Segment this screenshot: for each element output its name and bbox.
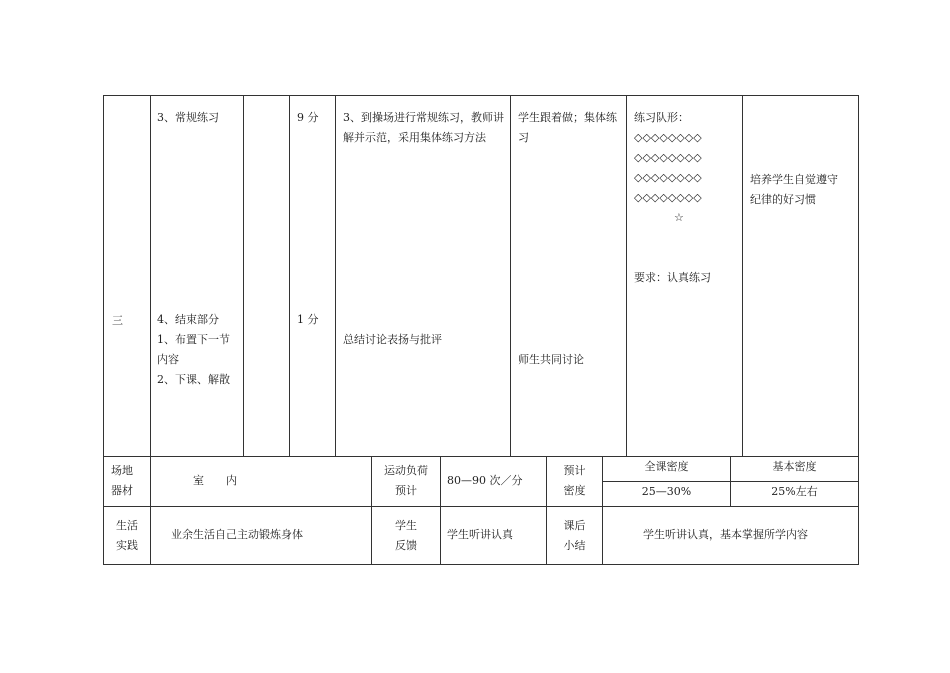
goal-a: 培养学生自觉遵守: [750, 173, 838, 186]
venue-label-b: 器材: [111, 484, 133, 497]
cell-content: [150, 95, 244, 457]
feedback-label-a: 学生: [395, 519, 417, 532]
life-value: 业余生活自己主动锻炼身体: [171, 528, 303, 541]
formation-row-2: ◇◇◇◇◇◇◇◇: [634, 151, 702, 164]
cell-summary-label: [546, 506, 603, 565]
cell-density-label: [546, 456, 603, 507]
formation-title: 练习队形：: [634, 111, 689, 124]
cell-blank: [243, 95, 290, 457]
feedback-value: 学生听讲认真: [447, 528, 513, 541]
cell-venue-label: [103, 456, 151, 507]
density-label-a: 预计: [563, 464, 586, 477]
load-label-a: 运动负荷: [384, 464, 428, 477]
requirement-text: 要求：认真练习: [634, 271, 711, 284]
basic-density-value: 25%左右: [771, 485, 818, 498]
cell-feedback-value: [440, 506, 547, 565]
teacher-summary: 总结讨论表扬与批评: [343, 333, 442, 346]
summary-label-b: 小结: [563, 539, 586, 552]
life-label-a: 生活: [116, 519, 138, 532]
cell-teacher: [335, 95, 511, 457]
student-activity-b: 习: [518, 131, 529, 144]
student-discussion: 师生共同讨论: [518, 353, 584, 366]
life-label-b: 实践: [116, 539, 138, 552]
time-regular: 9 分: [297, 111, 319, 124]
feedback-label-b: 反馈: [395, 539, 417, 552]
cell-time: [289, 95, 336, 457]
teacher-activity-b: 解并示范，采用集体练习方法: [343, 131, 486, 144]
student-activity-a: 学生跟着做；集体练: [518, 111, 617, 124]
teacher-star-icon: ☆: [674, 211, 684, 224]
density-label-b: 密度: [563, 484, 586, 497]
content-ending-block: [157, 310, 230, 390]
cell-life-value: [150, 506, 372, 565]
full-density-value: 25—30%: [641, 485, 692, 498]
cell-organization: [626, 95, 743, 457]
formation-row-3: ◇◇◇◇◇◇◇◇: [634, 171, 702, 184]
cell-student: [510, 95, 627, 457]
load-label-b: 预计: [395, 484, 417, 497]
formation-block: [634, 108, 702, 208]
section-label: 三: [112, 314, 123, 327]
content-item-assign-a: 1、布置下一节: [157, 333, 230, 346]
basic-density-label: 基本密度: [772, 460, 817, 473]
teacher-activity-a: 3、到操场进行常规练习，教师讲: [343, 111, 504, 124]
formation-row-1: ◇◇◇◇◇◇◇◇: [634, 131, 702, 144]
formation-row-4: ◇◇◇◇◇◇◇◇: [634, 191, 702, 204]
goal-b: 纪律的好习惯: [750, 193, 816, 206]
cell-section: [103, 95, 151, 457]
content-item-assign-b: 内容: [157, 353, 179, 366]
summary-value: 学生听讲认真，基本掌握所学内容: [643, 528, 808, 541]
cell-life-label: [103, 506, 151, 565]
cell-venue-value: [150, 456, 372, 507]
cell-basic-density-value: [730, 481, 859, 507]
cell-load-value: [440, 456, 547, 507]
summary-label-a: 课后: [563, 519, 586, 532]
cell-feedback-label: [371, 506, 441, 565]
cell-full-density-label: [602, 456, 731, 482]
cell-load-label: [371, 456, 441, 507]
time-ending: 1 分: [297, 313, 319, 326]
full-density-label: 全课密度: [644, 460, 689, 473]
cell-basic-density-label: [730, 456, 859, 482]
cell-summary-value: [602, 506, 859, 565]
cell-full-density-value: [602, 481, 731, 507]
venue-value: 室 内: [193, 474, 237, 487]
load-value: 80—90 次／分: [447, 474, 523, 487]
content-item-regular-practice: 3、常规练习: [157, 111, 219, 124]
venue-label-a: 场地: [111, 464, 133, 477]
content-item-ending: 4、结束部分: [157, 313, 219, 326]
content-item-dismiss: 2、下课、解散: [157, 373, 230, 386]
cell-goal: [742, 95, 859, 457]
